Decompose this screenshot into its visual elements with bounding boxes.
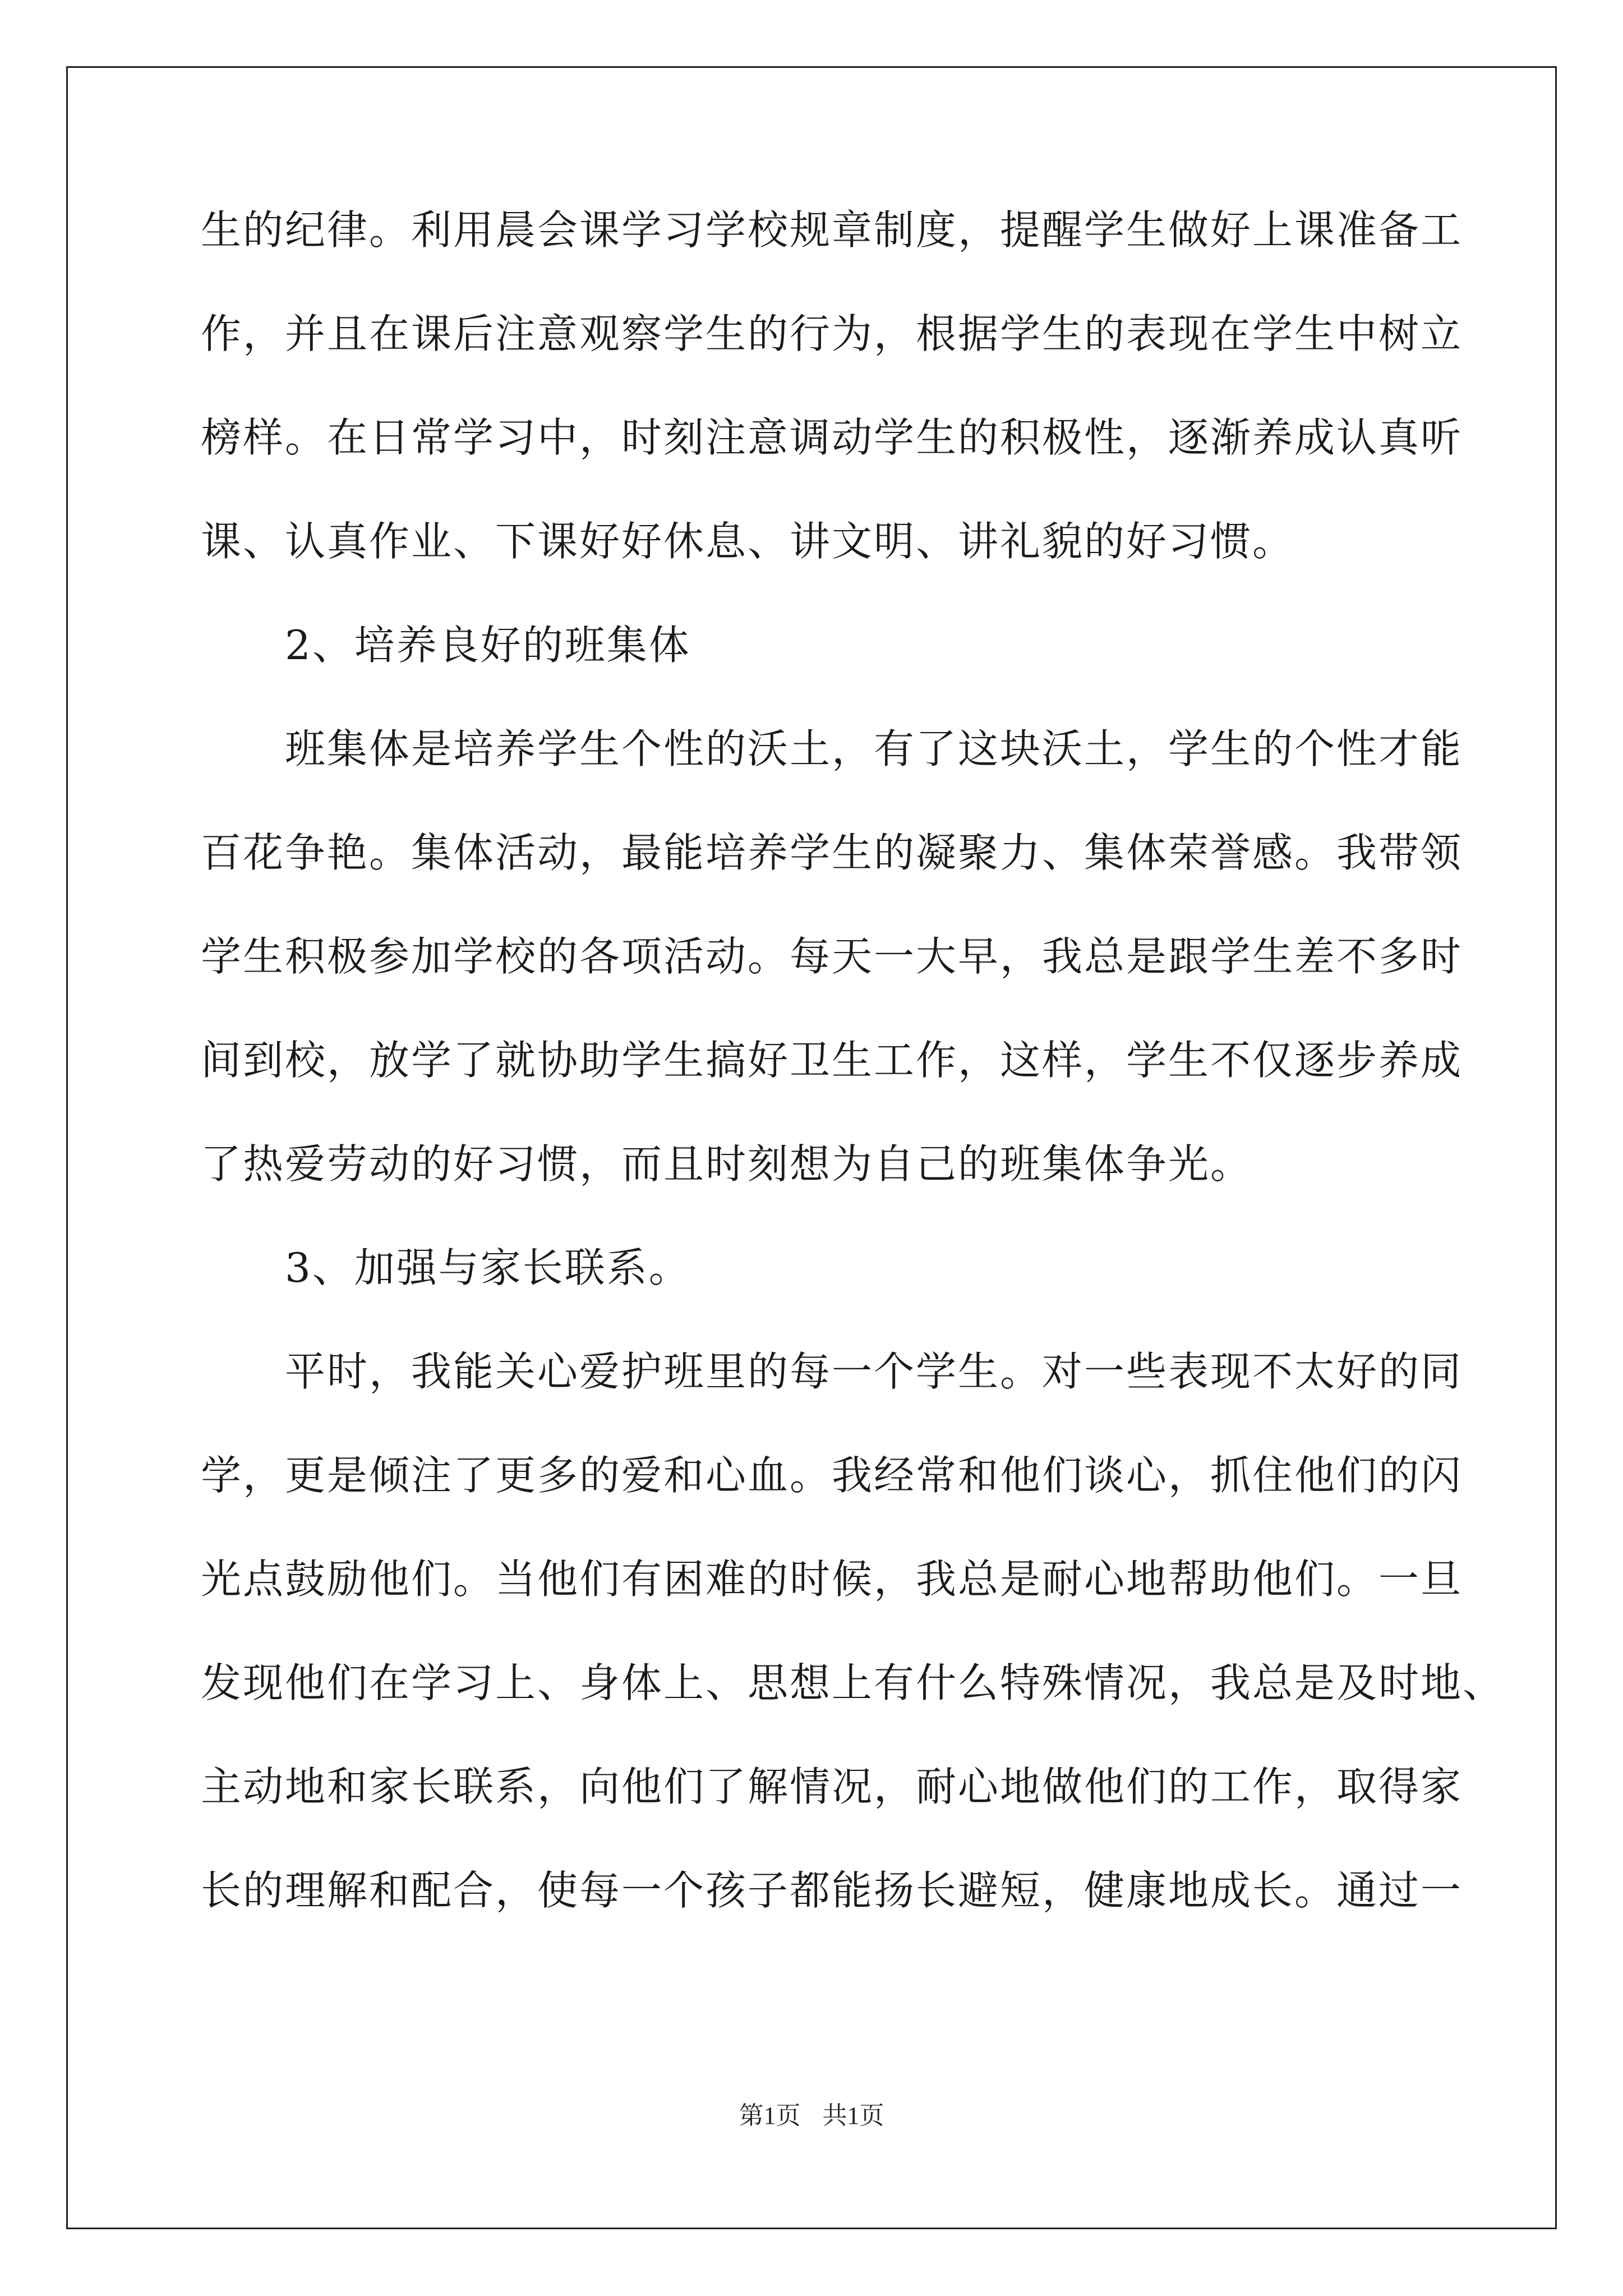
text-line: 班集体是培养学生个性的沃土，有了这块沃土，学生的个性才能 — [285, 725, 1463, 772]
section-heading: 3、加强与家长联系。 — [285, 1244, 691, 1291]
page-total: 共1页 — [822, 2102, 884, 2129]
text-line: 百花争艳。集体活动，最能培养学生的凝聚力、集体荣誉感。我带领 — [201, 829, 1463, 876]
text-line: 作，并且在课后注意观察学生的行为，根据学生的表现在学生中树立 — [201, 310, 1463, 357]
text-line: 了热爱劳动的好习惯，而且时刻想为自己的班集体争光。 — [201, 1140, 1253, 1188]
text-line: 长的理解和配合，使每一个孩子都能扬长避短，健康地成长。通过一 — [201, 1867, 1463, 1914]
text-line: 平时，我能关心爱护班里的每一个学生。对一些表现不太好的同 — [285, 1348, 1463, 1395]
text-line: 主动地和家长联系，向他们了解情况，耐心地做他们的工作，取得家 — [201, 1763, 1463, 1810]
text-line: 光点鼓励他们。当他们有困难的时候，我总是耐心地帮助他们。一旦 — [201, 1556, 1463, 1603]
text-line: 学生积极参加学校的各项活动。每天一大早，我总是跟学生差不多时 — [201, 933, 1463, 980]
text-line: 发现他们在学习上、身体上、思想上有什么特殊情况，我总是及时地、 — [201, 1659, 1505, 1706]
text-line: 间到校，放学了就协助学生搞好卫生工作，这样，学生不仅逐步养成 — [201, 1037, 1463, 1084]
page-footer — [0, 2095, 1623, 2131]
text-line: 生的纪律。利用晨会课学习学校规章制度，提醒学生做好上课准备工 — [201, 206, 1463, 254]
page-number: 第1页 — [739, 2102, 801, 2129]
text-line: 榜样。在日常学习中，时刻注意调动学生的积极性，逐渐养成认真听 — [201, 414, 1463, 461]
section-heading: 2、培养良好的班集体 — [285, 622, 691, 669]
text-line: 学，更是倾注了更多的爱和心血。我经常和他们谈心，抓住他们的闪 — [201, 1452, 1463, 1499]
text-line: 课、认真作业、下课好好休息、讲文明、讲礼貌的好习惯。 — [201, 518, 1295, 565]
